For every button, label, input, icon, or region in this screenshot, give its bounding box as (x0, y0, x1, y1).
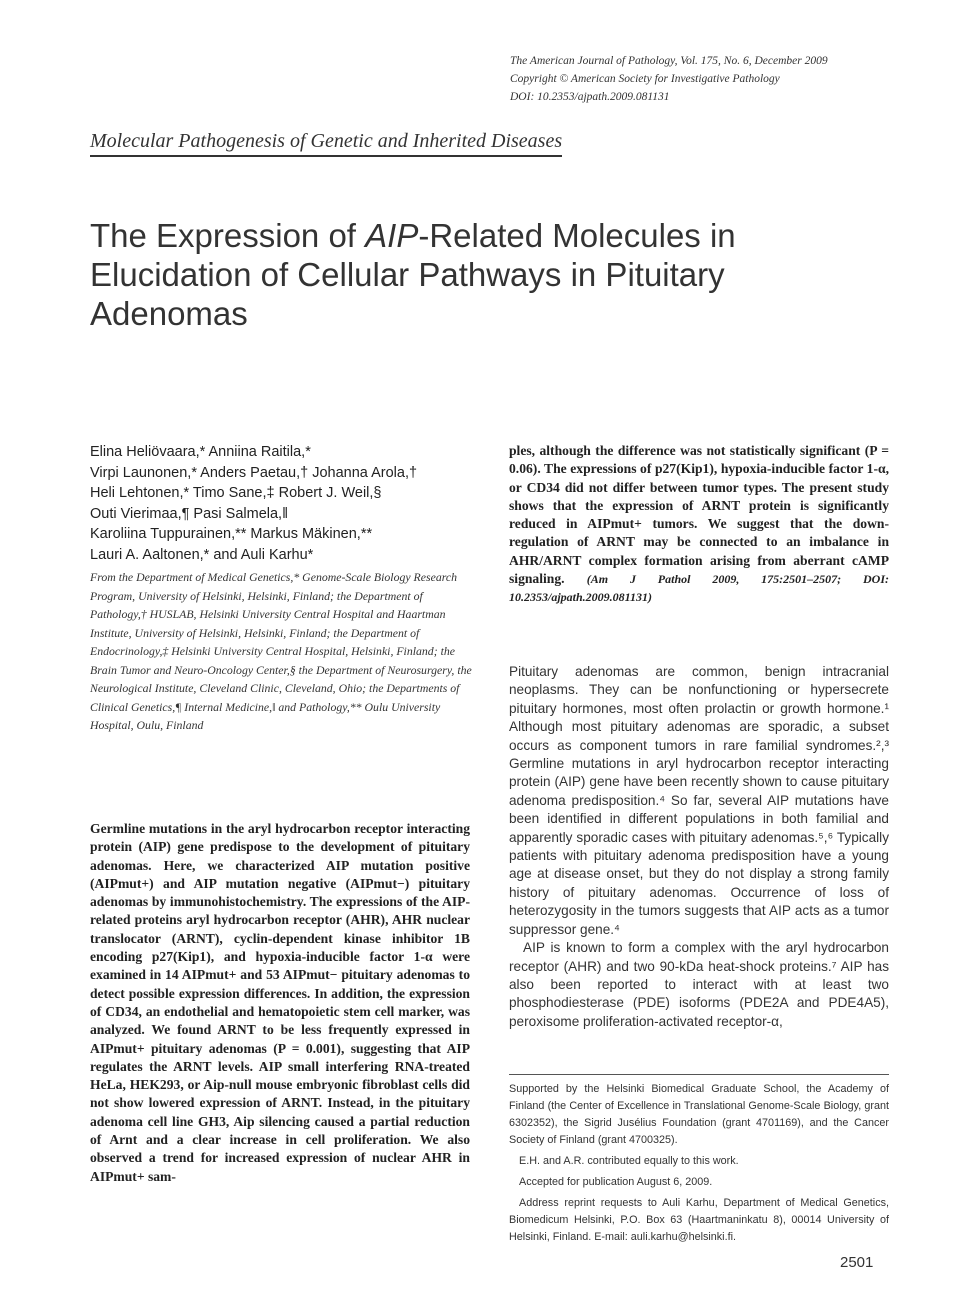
journal-citation-line: The American Journal of Pathology, Vol. 175, No. 6, December 2009 (510, 55, 828, 67)
author-line: Virpi Launonen,* Anders Paetau,† Johanna Arola,† (90, 464, 418, 481)
body-text (509, 663, 889, 1031)
reprint-address-note: Address reprint requests to Auli Karhu, Department of Medical Genetics, Biomedicum Helsinki, P.O. Box 63 (Haartmaninkatu 8), 00014 University of Helsinki, Finland. E-mail: auli.karhu@helsinki.fi. (509, 1197, 889, 1243)
footnotes (509, 1081, 889, 1250)
funding-note: Supported by the Helsinki Biomedical Graduate School, the Academy of Finland (the Center of Excellence in Translational Genome-Scale Biology, grant 6302352), the Sigrid Jusélius Foundation (grant 4701169), and the Cancer Society of Finland (grant 4700325). (509, 1083, 889, 1146)
journal-copyright-line: Copyright © American Society for Investigative Pathology (510, 73, 780, 85)
author-line: Outi Vierimaa,¶ Pasi Salmela,‖ (90, 505, 289, 522)
author-line: Lauri A. Aaltonen,* and Auli Karhu* (90, 546, 314, 563)
journal-doi-line: DOI: 10.2353/ajpath.2009.081131 (510, 91, 670, 103)
abstract-part-1: Germline mutations in the aryl hydrocarbon receptor interacting protein (AIP) gene predispose to the development of pituitary adenomas. Here, we characterized AIP mutation positive (AIPmut+) and AIP mutation negative (AIPmut−) pituitary adenomas by immunohistochemistry. The expressions of the AIP-related proteins aryl hydrocarbon receptor (AHR), AHR nuclear translocator (ARNT), cyclin-dependent kinase inhibitor 1B encoding p27(Kip1), and hypoxia-inducible factor 1-α were examined in 14 AIPmut+ and 53 AIPmut− pituitary adenomas to detect possible expression differences. In addition, the expression of CD34, an endothelial and hematopoietic stem cell marker, was analyzed. We found ARNT to be less frequently expressed in AIPmut+ pituitary adenomas (P = 0.001), suggesting that AIP regulates the ARNT levels. AIP small interfering RNA-treated HeLa, HEK293, or Aip-null mouse embryonic fibroblast cells did not show lowered expression of ARNT. Instead, in the pituitary adenoma cell line GH3, Aip silencing caused a partial reduction of Arnt and a clear increase in cell proliferation. We also observed a trend for increased expression of nuclear AHR in AIPmut+ sam- (90, 821, 470, 1184)
author-list (90, 442, 480, 565)
title-prefix: The Expression of (90, 217, 366, 254)
title-suffix: -Related Molecules in Elucidation of Cellular Pathways in Pituitary Adenomas (90, 217, 736, 332)
page-number: 2501 (840, 1254, 874, 1271)
body-paragraph: AIP is known to form a complex with the aryl hydrocarbon receptor (AHR) and two 90-kDa heat-shock proteins.⁷ AIP has also been reported to interact with at least two phosphodiesterase (PDE) isoforms (PDE2A and PDE4A5), peroxisome proliferation-activated receptor-α, (509, 940, 889, 1029)
author-line: Heli Lehtonen,* Timo Sane,‡ Robert J. Weil,§ (90, 485, 382, 501)
section-heading: Molecular Pathogenesis of Genetic and Inherited Diseases (90, 130, 562, 157)
footnote-divider (509, 1074, 889, 1075)
author-line: Elina Heliövaara,* Anniina Raitila,* (90, 444, 311, 460)
author-line: Karoliina Tuppurainen,** Markus Mäkinen,** (90, 526, 373, 542)
accepted-note: Accepted for publication August 6, 2009. (519, 1176, 713, 1188)
abstract-citation: (Am J Pathol 2009, 175:2501–2507; DOI: 10.2353/ajpath.2009.081131) (509, 572, 889, 605)
abstract-part-2 (509, 442, 889, 607)
journal-info (510, 52, 910, 106)
body-paragraph: Pituitary adenomas are common, benign intracranial neoplasms. They can be nonfunctioning or hypersecrete pituitary hormones, most often prolactin or growth hormone.¹ Although most pituitary adenomas are sporadic, a subset occurs as component tumors in rare familial syndromes.²,³ Germline mutations in aryl hydrocarbon receptor interacting protein (AIP) gene have been recently shown to cause pituitary adenoma predisposition.⁴ So far, several AIP mutations have been identified in different populations in both familial and apparently sporadic cases with pituitary adenomas.⁵,⁶ Typically patients with pituitary adenoma predisposition have a young age at disease onset, but they do not display a strong family history of pituitary adenomas. Occurrence of loss of heterozygosity in the tumors suggests that AIP acts as a tumor suppressor gene.⁴ (509, 664, 889, 937)
abstract-text: ples, although the difference was not statistically significant (P = 0.06). The expressions of p27(Kip1), hypoxia-inducible factor 1-α, or CD34 did not differ between tumor types. The present study shows that the expression of ARNT protein is significantly reduced in AIPmut+ tumors. We suggest that the down-regulation of ARNT may be connected to an imbalance in AHR/ARNT complex formation arising from aberrant cAMP signaling. (509, 443, 889, 587)
title-gene: AIP (365, 217, 419, 254)
equal-contribution-note: E.H. and A.R. contributed equally to this work. (519, 1155, 739, 1167)
affiliations: From the Department of Medical Genetics,* Genome-Scale Biology Research Program, University of Helsinki, Helsinki, Finland; the Department of Pathology,† HUSLAB, Helsinki University Central Hospital and Haartman Institute, University of Helsinki, Helsinki, Finland; the Department of Endocrinology,‡ Helsinki University Central Hospital, Helsinki, Finland; the Brain Tumor and Neuro-Oncology Center,§ the Department of Neurosurgery, the Neurological Institute, Cleveland Clinic, Cleveland, Ohio; the Departments of Clinical Genetics,¶ Internal Medicine,‖ and Pathology,** Oulu University Hospital, Oulu, Finland (90, 570, 472, 732)
article-title (90, 216, 790, 333)
